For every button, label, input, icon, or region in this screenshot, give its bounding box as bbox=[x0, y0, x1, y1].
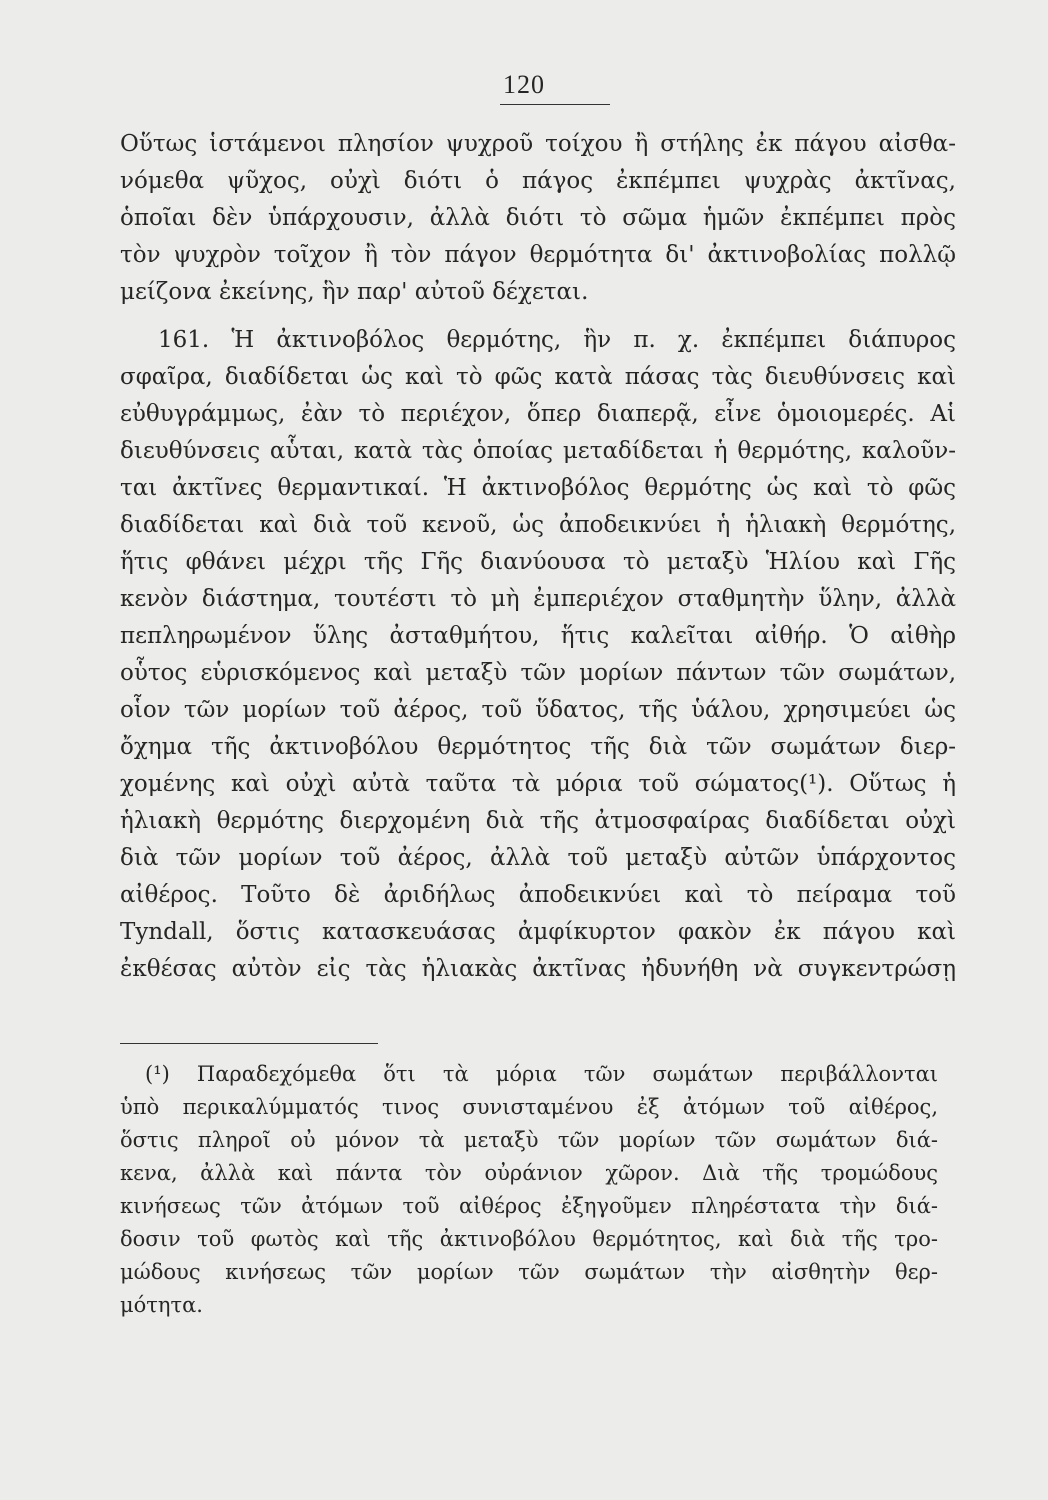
footnote-line: μότητα. bbox=[120, 1293, 203, 1317]
body-line: Tyndall, ὅστις κατασκευάσας ἀμφίκυρτον φακὸν ἐκ πάγου καὶ bbox=[120, 919, 956, 945]
body-line: οἷον τῶν μορίων τοῦ ἀέρος, τοῦ ὕδατος, τῆς ὑάλου, χρησιμεύει ὡς bbox=[120, 697, 956, 723]
body-line: Οὕτως ἱστάμενοι πλησίον ψυχροῦ τοίχου ἢ στήλης ἐκ πάγου αἰσθα- bbox=[120, 131, 956, 157]
body-line: ὄχημα τῆς ἀκτινοβόλου θερμότητος τῆς διὰ τῶν σωμάτων διερ- bbox=[120, 734, 956, 760]
body-line: διὰ τῶν μορίων τοῦ ἀέρος, ἀλλὰ τοῦ μεταξὺ αὐτῶν ὑπάρχοντος bbox=[120, 845, 956, 871]
footnote-line: μώδους κινήσεως τῶν μορίων τῶν σωμάτων τὴν αἰσθητὴν θερ- bbox=[120, 1260, 938, 1284]
body-line: κενὸν διάστημα, τουτέστι τὸ μὴ ἐμπεριέχον σταθμητὴν ὕλην, ἀλλὰ bbox=[120, 586, 956, 612]
footnote-line: δοσιν τοῦ φωτὸς καὶ τῆς ἀκτινοβόλου θερμότητος, καὶ διὰ τῆς τρο- bbox=[120, 1227, 938, 1251]
body-line: διαδίδεται καὶ διὰ τοῦ κενοῦ, ὡς ἀποδεικνύει ἡ ἡλιακὴ θερμότης, bbox=[120, 512, 956, 538]
page-number: 120 bbox=[503, 70, 545, 99]
body-line: ἥτις φθάνει μέχρι τῆς Γῆς διανύουσα τὸ μεταξὺ Ἡλίου καὶ Γῆς bbox=[120, 549, 956, 575]
body-line: σφαῖρα, διαδίδεται ὡς καὶ τὸ φῶς κατὰ πάσας τὰς διευθύνσεις καὶ bbox=[120, 364, 956, 390]
body-line: ἡλιακὴ θερμότης διερχομένη διὰ τῆς ἀτμοσφαίρας διαδίδεται οὐχὶ bbox=[120, 808, 956, 834]
footnote-line: κινήσεως τῶν ἀτόμων τοῦ αἰθέρος ἐξηγοῦμεν πληρέστατα τὴν διά- bbox=[120, 1194, 938, 1218]
footnote-line: κενα, ἀλλὰ καὶ πάντα τὸν οὐράνιον χῶρον. Διὰ τῆς τρομώδους bbox=[120, 1161, 938, 1185]
body-line: πεπληρωμένον ὕλης ἀσταθμήτου, ἥτις καλεῖται αἰθήρ. Ὁ αἰθὴρ bbox=[120, 623, 956, 649]
body-line: ὁποῖαι δὲν ὑπάρχουσιν, ἀλλὰ διότι τὸ σῶμα ἡμῶν ἐκπέμπει πρὸς bbox=[120, 205, 956, 231]
body-line: τὸν ψυχρὸν τοῖχον ἢ τὸν πάγον θερμότητα δι' ἀκτινοβολίας πολλῷ bbox=[120, 242, 956, 268]
footnote-line: ὅστις πληροῖ οὐ μόνον τὰ μεταξὺ τῶν μορίων τῶν σωμάτων διά- bbox=[120, 1128, 938, 1152]
paragraph-161-start: 161. Ἡ ἀκτινοβόλος θερμότης, ἣν π. χ. ἐκπέμπει διάπυρος bbox=[158, 327, 956, 353]
body-line: χομένης καὶ οὐχὶ αὐτὰ ταῦτα τὰ μόρια τοῦ σώματος(¹). Οὕτως ἡ bbox=[120, 771, 956, 797]
footnote-rule bbox=[120, 1043, 378, 1044]
body-line: ἐκθέσας αὐτὸν εἰς τὰς ἡλιακὰς ἀκτῖνας ἠδυνήθη νὰ συγκεντρώσῃ bbox=[120, 956, 956, 982]
body-line: νόμεθα ψῦχος, οὐχὶ διότι ὁ πάγος ἐκπέμπει ψυχρὰς ἀκτῖνας, bbox=[120, 168, 956, 194]
body-line: διευθύνσεις αὗται, κατὰ τὰς ὁποίας μεταδίδεται ἡ θερμότης, καλοῦν- bbox=[120, 438, 956, 464]
body-line: οὗτος εὑρισκόμενος καὶ μεταξὺ τῶν μορίων πάντων τῶν σωμάτων, bbox=[120, 660, 956, 686]
footnote-line: (¹) Παραδεχόμεθα ὅτι τὰ μόρια τῶν σωμάτων περιβάλλονται bbox=[145, 1062, 938, 1086]
body-line: ται ἀκτῖνες θερμαντικαί. Ἡ ἀκτινοβόλος θερμότης ὡς καὶ τὸ φῶς bbox=[120, 475, 956, 501]
body-line: εὐθυγράμμως, ἐὰν τὸ περιέχον, ὅπερ διαπερᾷ, εἶνε ὁμοιομερές. Αἱ bbox=[120, 401, 956, 427]
footnote-line: ὑπὸ περικαλύμματός τινος συνισταμένου ἐξ ἀτόμων τοῦ αἰθέρος, bbox=[120, 1095, 938, 1119]
header-rule bbox=[500, 104, 610, 105]
body-line: αἰθέρος. Τοῦτο δὲ ἀριδήλως ἀποδεικνύει καὶ τὸ πείραμα τοῦ bbox=[120, 882, 956, 908]
body-line: μείζονα ἐκείνης, ἣν παρ' αὐτοῦ δέχεται. bbox=[120, 279, 589, 305]
